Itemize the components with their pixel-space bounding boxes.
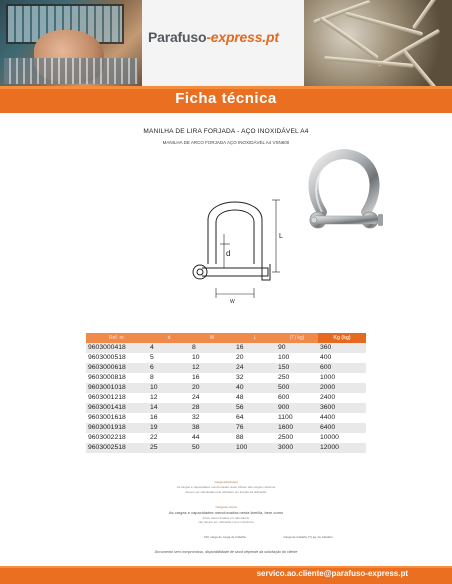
table-cell: 1000: [320, 374, 336, 381]
table-cell: 4400: [320, 414, 336, 421]
table-cell: 6400: [320, 424, 336, 431]
screw-image: [345, 12, 423, 37]
table-cell: 22: [150, 434, 158, 441]
table-cell: 2500: [278, 434, 294, 441]
dimension-d-label: d: [226, 249, 231, 258]
table-cell: 44: [192, 434, 200, 441]
table-row: [86, 433, 366, 443]
table-row: [86, 373, 366, 383]
table-cell: 8: [150, 374, 154, 381]
spec-table: [86, 333, 366, 453]
table-cell: 12000: [320, 444, 339, 451]
table-cell: 9603001918: [88, 424, 126, 431]
table-cell: 9603001418: [88, 404, 126, 411]
screw-image: [402, 50, 440, 86]
table-cell: 9603002518: [88, 444, 126, 451]
table-cell: 16: [192, 374, 200, 381]
table-cell: 9603000518: [88, 354, 126, 361]
screw-image: [324, 56, 414, 68]
table-cell: 16: [150, 414, 158, 421]
table-cell: 9603002218: [88, 434, 126, 441]
table-cell: 100: [278, 354, 290, 361]
brand-name: Parafuso: [148, 29, 207, 45]
column-header: Kg (kg): [318, 333, 366, 343]
table-cell: 20: [236, 354, 244, 361]
table-cell: 12: [192, 364, 200, 371]
note-text: As cargas e capacidades mencionadas nesta família, bem como: [168, 510, 284, 515]
dimension-w-label: W: [230, 299, 235, 305]
screw-image: [412, 0, 441, 30]
table-cell: 10: [192, 354, 200, 361]
table-cell: 4: [150, 344, 154, 351]
table-cell: 5: [150, 354, 154, 361]
table-cell: 2000: [320, 384, 336, 391]
table-cell: 1100: [278, 414, 293, 421]
table-cell: 48: [236, 394, 244, 401]
table-cell: 32: [236, 374, 244, 381]
table-header-row: [86, 333, 366, 343]
column-header: d: [167, 335, 171, 341]
shackle-photo: [304, 148, 384, 260]
table-cell: 76: [236, 424, 244, 431]
note-text: devem ser calculadas pelo utilizador em função da utilização: [185, 490, 267, 494]
table-cell: 88: [236, 434, 244, 441]
table-cell: 6: [150, 364, 154, 371]
table-row: [86, 403, 366, 413]
dimension-l-label: L: [279, 233, 283, 240]
column-header: W: [209, 335, 215, 341]
table-cell: 20: [192, 384, 200, 391]
table-cell: 28: [192, 404, 200, 411]
table-cell: 360: [320, 344, 332, 351]
note-heading-admissible: Carga admissível: [214, 480, 238, 484]
table-cell: 32: [192, 414, 200, 421]
table-row: [86, 443, 366, 453]
table-cell: 3600: [320, 404, 336, 411]
table-cell: 40: [236, 384, 244, 391]
table-cell: 400: [320, 354, 332, 361]
table-row: [86, 413, 366, 423]
disclaimer: Documento sem compromisso, disponibilidade de stock depende da solicitação do cliente: [154, 550, 298, 554]
table-cell: 150: [278, 364, 290, 371]
table-cell: 10: [150, 384, 158, 391]
table-row: [86, 363, 366, 373]
header-banner: [0, 0, 452, 86]
table-cell: 14: [150, 404, 158, 411]
table-cell: 50: [192, 444, 200, 451]
table-cell: 24: [236, 364, 244, 371]
table-cell: 10000: [320, 434, 339, 441]
footnote-right: Carga de trabalho (T) kg: de trabalho: [283, 535, 333, 539]
table-cell: 16: [236, 344, 244, 351]
table-cell: 12: [150, 394, 158, 401]
table-cell: 600: [278, 394, 290, 401]
table-row: [86, 343, 366, 353]
table-cell: 100: [236, 444, 248, 451]
technical-drawing: [180, 186, 298, 306]
table-cell: 500: [278, 384, 290, 391]
footer-email-link[interactable]: servico.ao.cliente@parafuso-express.pt: [256, 569, 408, 578]
table-cell: 3000: [278, 444, 294, 451]
header-photo-right: [304, 0, 452, 86]
table-cell: 600: [320, 364, 332, 371]
table-cell: 90: [278, 344, 286, 351]
footnote-left: CM: carga de carga de trabalho: [203, 535, 247, 539]
note-text: foram determinadas em laboratório: [202, 516, 250, 520]
screw-image: [319, 16, 379, 59]
brand-logo: [148, 29, 302, 51]
table-cell: 19: [150, 424, 158, 431]
note-text: As cargas e capacidades mencionadas neste folheto são cargas máximas: [176, 485, 276, 489]
header-photo-left: [0, 0, 142, 86]
table-cell: 9603000418: [88, 344, 126, 351]
table-row: [86, 393, 366, 403]
table-cell: 9603000618: [88, 364, 126, 371]
table-cell: 56: [236, 404, 244, 411]
table-cell: 2400: [320, 394, 336, 401]
table-cell: 900: [278, 404, 290, 411]
column-header: L: [253, 335, 257, 341]
screw-tray-image: [4, 58, 138, 84]
table-cell: 9603000818: [88, 374, 126, 381]
table-cell: 9603001018: [88, 384, 126, 391]
table-row: [86, 353, 366, 363]
column-header: (T) kg): [289, 335, 305, 341]
brand-suffix: -express.pt: [206, 29, 279, 45]
table-cell: 38: [192, 424, 200, 431]
table-cell: 25: [150, 444, 158, 451]
page-title: Ficha técnica: [175, 90, 277, 107]
table-cell: 24: [192, 394, 200, 401]
table-cell: 250: [278, 374, 290, 381]
table-cell: 1600: [278, 424, 294, 431]
table-row: [86, 383, 366, 393]
table-cell: 8: [192, 344, 196, 351]
table-cell: 64: [236, 414, 244, 421]
table-cell: 9603001218: [88, 394, 126, 401]
product-subtitle: MANILHA DE ARCO FORJADA AÇO INOXIDÁVEL A4 VSN600: [162, 140, 290, 145]
note-text: não devem ser utilizadas como referência: [198, 520, 254, 524]
table-cell: 9603001618: [88, 414, 126, 421]
product-title: MANILHA DE LIRA FORJADA - AÇO INOXIDÁVEL A4: [143, 128, 309, 135]
table-row: [86, 423, 366, 433]
column-header: Ref. nr.: [108, 335, 126, 341]
note-heading-breaking: Carga de rotura: [215, 505, 237, 509]
